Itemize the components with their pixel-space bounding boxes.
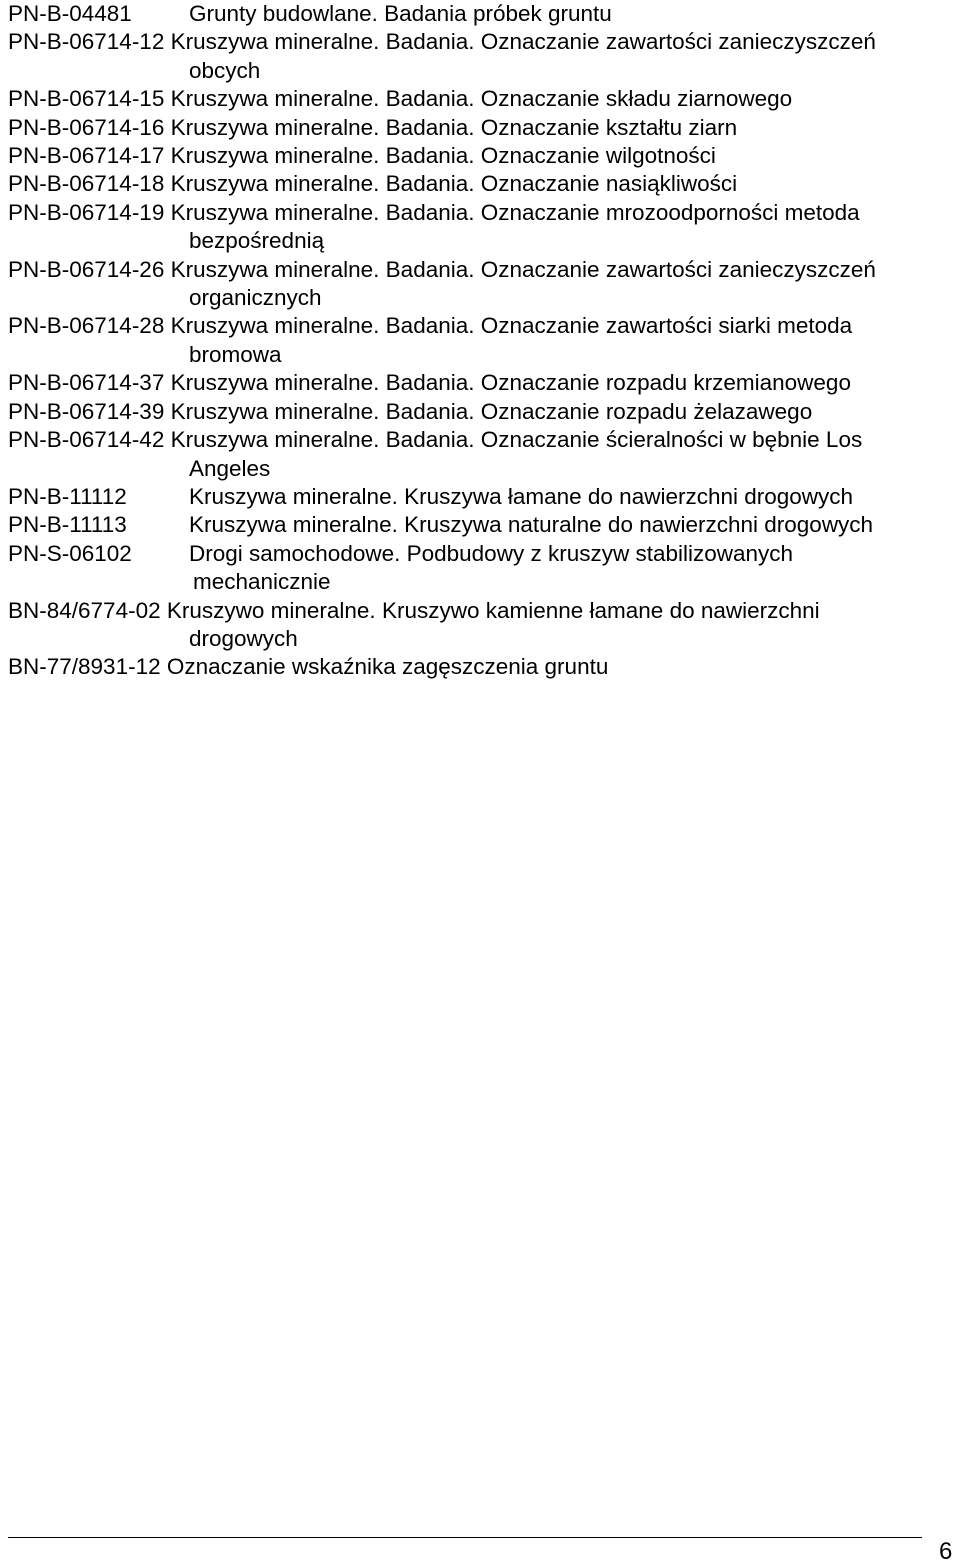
standard-title: Kruszywa mineralne. Kruszywa naturalne do nawierzchni drogowych: [189, 512, 874, 538]
standard-title-continuation: Angeles: [189, 455, 271, 481]
standard-title-continuation: bezpośrednią: [189, 228, 325, 254]
list-item: [8, 312, 958, 369]
standard-code: PN-B-06714-26: [8, 256, 171, 282]
standard-title: Grunty budowlane. Badania próbek gruntu: [189, 1, 612, 26]
standard-title: Kruszywa mineralne. Badania. Oznaczanie składu ziarnowego: [170, 86, 793, 112]
standard-title: Kruszywa mineralne. Badania. Oznaczanie rozpadu krzemianowego: [170, 370, 851, 396]
list-item: [8, 369, 958, 397]
list-item: [8, 114, 958, 142]
standard-title-continuation: drogowych: [189, 625, 298, 651]
list-item: [8, 511, 958, 539]
list-item: [8, 398, 958, 426]
standard-title: Kruszywa mineralne. Badania. Oznaczanie zawartości siarki metoda: [170, 313, 853, 339]
standard-code: PN-B-06714-28: [8, 313, 171, 339]
list-item: [8, 85, 958, 113]
list-item: [8, 426, 958, 483]
standard-title: Kruszywa mineralne. Badania. Oznaczanie zawartości zanieczyszczeń: [170, 29, 876, 55]
standard-title: Kruszywa mineralne. Badania. Oznaczanie ścieralności w bębnie Los: [170, 427, 863, 453]
standard-title-continuation: mechanicznie: [193, 569, 331, 595]
standard-code: PN-B-06714-39: [8, 398, 171, 424]
standard-title: Kruszywa mineralne. Kruszywa łamane do nawierzchni drogowych: [189, 483, 854, 509]
standard-code: PN-B-06714-37: [8, 370, 171, 396]
list-item: [8, 0, 958, 28]
list-item: [8, 483, 958, 511]
standard-title: Kruszywa mineralne. Badania. Oznaczanie wilgotności: [170, 143, 716, 169]
list-item: [8, 142, 958, 170]
standard-title: Kruszywo mineralne. Kruszywo kamienne łamane do nawierzchni: [166, 597, 820, 623]
standard-title: Kruszywa mineralne. Badania. Oznaczanie zawartości zanieczyszczeń: [170, 256, 876, 282]
list-item: [8, 199, 958, 256]
standard-title: Kruszywa mineralne. Badania. Oznaczanie nasiąkliwości: [170, 171, 738, 197]
standard-title: Drogi samochodowe. Podbudowy z kruszyw stabilizowanych: [189, 540, 794, 566]
list-item: [8, 170, 958, 198]
standard-code: PN-S-06102: [8, 540, 132, 566]
standard-title: Kruszywa mineralne. Badania. Oznaczanie rozpadu żelazawego: [170, 398, 813, 424]
standard-title: Oznaczanie wskaźnika zagęszczenia gruntu: [166, 654, 609, 680]
standard-code: PN-B-06714-16: [8, 114, 171, 140]
list-item: [8, 540, 958, 597]
standard-code: PN-B-11112: [8, 483, 127, 509]
standard-code: PN-B-06714-17: [8, 143, 171, 169]
standard-code: PN-B-04481: [8, 1, 132, 26]
standard-title-continuation: organicznych: [189, 285, 322, 311]
standard-code: PN-B-11113: [8, 512, 127, 538]
standard-code: PN-B-06714-19: [8, 199, 171, 225]
list-item: [8, 256, 958, 313]
list-item: [8, 28, 958, 85]
standard-code: PN-B-06714-15: [8, 86, 171, 112]
standard-title: Kruszywa mineralne. Badania. Oznaczanie mrozoodporności metoda: [170, 199, 860, 225]
standard-title-continuation: obcych: [189, 57, 261, 83]
standard-code: PN-B-06714-18: [8, 171, 171, 197]
standard-code: BN-84/6774-02: [8, 597, 167, 623]
list-item: [8, 597, 958, 654]
list-item: [8, 653, 958, 681]
page-number: 6: [939, 1538, 953, 1565]
standard-code: PN-B-06714-42: [8, 427, 171, 453]
standards-list: [8, 0, 958, 682]
standard-title: Kruszywa mineralne. Badania. Oznaczanie kształtu ziarn: [170, 114, 738, 140]
standard-title-continuation: bromowa: [189, 341, 282, 367]
standard-code: PN-B-06714-12: [8, 29, 171, 55]
footer-divider: [8, 1537, 922, 1538]
standard-code: BN-77/8931-12: [8, 654, 167, 680]
